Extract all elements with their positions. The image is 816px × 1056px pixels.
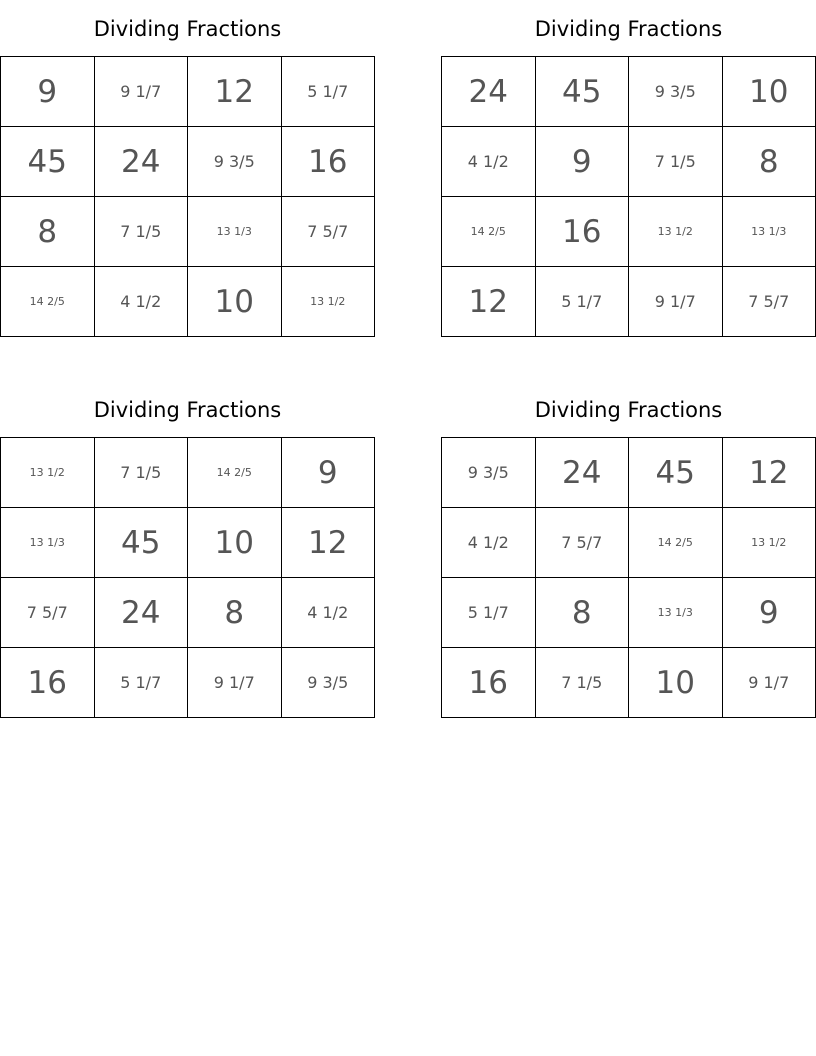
- grid-cell: 5 1/7: [95, 648, 189, 718]
- grid-cell: 4 1/2: [95, 267, 189, 337]
- bingo-grid: [0, 437, 375, 718]
- grid-cell: 7 5/7: [536, 508, 630, 578]
- grid-cell: 24: [95, 578, 189, 648]
- bingo-grid: [441, 437, 816, 718]
- grid-cell: 5 1/7: [442, 578, 536, 648]
- bingo-card-1: [0, 1, 375, 337]
- bingo-card-3: [0, 382, 375, 718]
- grid-cell: 14 2/5: [629, 508, 723, 578]
- grid-cell: 7 5/7: [282, 197, 376, 267]
- grid-cell: 10: [188, 508, 282, 578]
- grid-cell: 13 1/2: [629, 197, 723, 267]
- grid-cell: 14 2/5: [188, 438, 282, 508]
- grid-cell: 14 2/5: [1, 267, 95, 337]
- grid-cell: 45: [629, 438, 723, 508]
- grid-cell: 7 5/7: [1, 578, 95, 648]
- bingo-card-2: [441, 1, 816, 337]
- bingo-card-4: [441, 382, 816, 718]
- grid-cell: 16: [536, 197, 630, 267]
- grid-cell: 16: [282, 127, 376, 197]
- grid-cell: 9 3/5: [188, 127, 282, 197]
- grid-cell: 8: [723, 127, 816, 197]
- grid-cell: 13 1/3: [188, 197, 282, 267]
- grid-cell: 13 1/2: [1, 438, 95, 508]
- grid-cell: 12: [442, 267, 536, 337]
- grid-cell: 9 3/5: [442, 438, 536, 508]
- grid-cell: 10: [723, 57, 816, 127]
- grid-cell: 13 1/2: [282, 267, 376, 337]
- grid-cell: 45: [95, 508, 189, 578]
- grid-cell: 9 1/7: [629, 267, 723, 337]
- grid-cell: 8: [536, 578, 630, 648]
- grid-cell: 9 3/5: [282, 648, 376, 718]
- grid-cell: 9: [723, 578, 816, 648]
- grid-cell: 12: [723, 438, 816, 508]
- grid-cell: 4 1/2: [442, 127, 536, 197]
- grid-cell: 9: [536, 127, 630, 197]
- grid-cell: 13 1/2: [723, 508, 816, 578]
- grid-cell: 7 1/5: [95, 438, 189, 508]
- bingo-grid: [441, 56, 816, 337]
- grid-cell: 9 1/7: [723, 648, 816, 718]
- grid-cell: 14 2/5: [442, 197, 536, 267]
- grid-cell: 7 1/5: [536, 648, 630, 718]
- grid-cell: 5 1/7: [536, 267, 630, 337]
- grid-cell: 8: [1, 197, 95, 267]
- grid-cell: 8: [188, 578, 282, 648]
- grid-cell: 45: [536, 57, 630, 127]
- grid-cell: 24: [442, 57, 536, 127]
- bingo-grid: [0, 56, 375, 337]
- grid-cell: 5 1/7: [282, 57, 376, 127]
- grid-cell: 9 1/7: [95, 57, 189, 127]
- grid-cell: 12: [282, 508, 376, 578]
- grid-cell: 24: [536, 438, 630, 508]
- grid-cell: 9: [1, 57, 95, 127]
- grid-cell: 4 1/2: [442, 508, 536, 578]
- grid-cell: 12: [188, 57, 282, 127]
- card-title: Dividing Fractions: [534, 398, 723, 422]
- grid-cell: 7 1/5: [629, 127, 723, 197]
- grid-cell: 13 1/3: [1, 508, 95, 578]
- grid-cell: 9 1/7: [188, 648, 282, 718]
- card-title: Dividing Fractions: [93, 17, 282, 41]
- grid-cell: 4 1/2: [282, 578, 376, 648]
- grid-cell: 13 1/3: [723, 197, 816, 267]
- grid-cell: 10: [188, 267, 282, 337]
- grid-cell: 45: [1, 127, 95, 197]
- grid-cell: 9: [282, 438, 376, 508]
- grid-cell: 7 1/5: [95, 197, 189, 267]
- card-title: Dividing Fractions: [534, 17, 723, 41]
- grid-cell: 16: [1, 648, 95, 718]
- grid-cell: 16: [442, 648, 536, 718]
- grid-cell: 13 1/3: [629, 578, 723, 648]
- grid-cell: 24: [95, 127, 189, 197]
- card-title: Dividing Fractions: [93, 398, 282, 422]
- grid-cell: 7 5/7: [723, 267, 816, 337]
- grid-cell: 10: [629, 648, 723, 718]
- grid-cell: 9 3/5: [629, 57, 723, 127]
